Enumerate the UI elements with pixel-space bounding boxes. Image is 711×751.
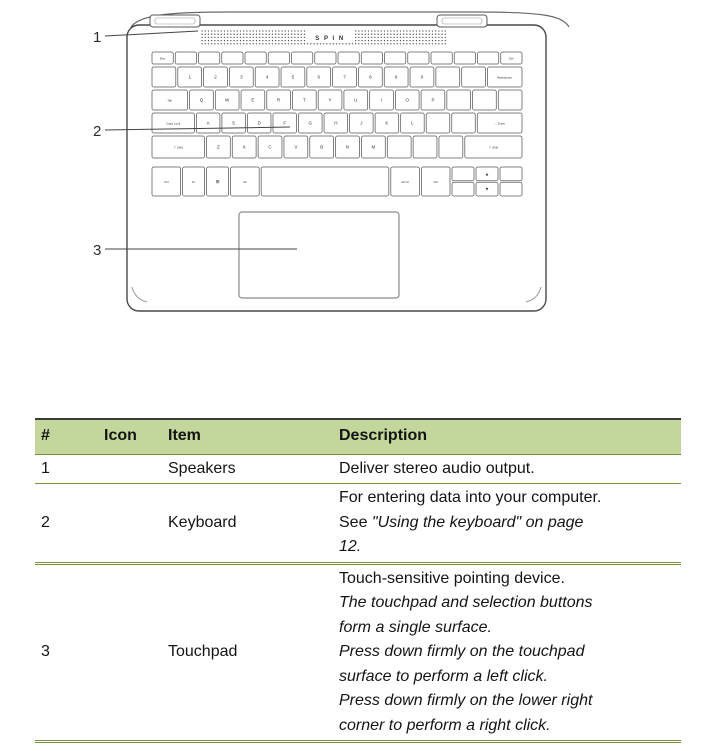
keyboard-key xyxy=(338,52,359,64)
keyboard-key xyxy=(408,52,429,64)
key-label: R xyxy=(276,97,281,103)
key-label: Backspace xyxy=(497,75,513,80)
key-label: Ctrl xyxy=(163,180,169,184)
header-number: # xyxy=(41,427,50,445)
key-label: Alt Gr xyxy=(401,180,409,184)
row-item: Touchpad xyxy=(168,643,238,661)
key-label: Del xyxy=(509,56,514,61)
keyboard-key xyxy=(436,67,460,87)
table-header-row xyxy=(35,420,681,455)
brand-text: S P I N xyxy=(315,36,345,42)
key-label: 6 xyxy=(317,74,320,80)
key-label: V xyxy=(294,144,298,150)
keyboard-key xyxy=(462,67,486,87)
table-body xyxy=(35,455,681,744)
keyboard-key xyxy=(387,136,411,158)
keyboard-key xyxy=(473,90,497,110)
key-label: 1 xyxy=(188,74,191,80)
header-item: Item xyxy=(168,427,201,445)
key-label: S xyxy=(232,120,236,126)
key-label: Fn xyxy=(191,180,196,184)
key-label: U xyxy=(354,97,358,103)
key-label: 7 xyxy=(343,74,346,80)
table-row xyxy=(35,565,681,744)
row-icon xyxy=(100,455,164,484)
key-label: 4 xyxy=(265,74,269,80)
keyboard-key xyxy=(268,52,289,64)
key-label: Q xyxy=(199,97,204,103)
key-label: Caps Lock xyxy=(166,121,181,126)
row-description xyxy=(335,455,681,484)
key-label: F xyxy=(283,120,287,126)
keyboard-key xyxy=(447,90,471,110)
key-label: ⊞ xyxy=(215,179,220,184)
key-label: O xyxy=(405,97,409,103)
key-label: X xyxy=(242,144,246,150)
key-label: E xyxy=(251,97,255,103)
row-number: 3 xyxy=(41,643,50,661)
key-label: N xyxy=(345,144,350,150)
callout-2-label: 2 xyxy=(93,123,102,140)
row-number: 2 xyxy=(41,513,50,531)
description-line: Touch-sensitive pointing device. xyxy=(339,569,565,587)
keyboard-key xyxy=(498,90,522,110)
key-label: L xyxy=(411,120,414,126)
key-label: M xyxy=(371,144,376,150)
keyboard xyxy=(152,52,522,196)
keyboard-key xyxy=(500,167,522,181)
description-line: 12. xyxy=(339,538,362,555)
keyboard-key xyxy=(245,52,266,64)
key-label: 3 xyxy=(240,74,243,80)
keyboard-key xyxy=(413,136,437,158)
keyboard-key xyxy=(315,52,336,64)
key-label: 2 xyxy=(214,74,217,80)
key-label: Alt xyxy=(243,180,247,184)
key-label: Ctrl xyxy=(433,180,439,184)
keyboard-key xyxy=(261,167,389,196)
keyboard-key xyxy=(452,113,476,133)
description-line: surface to perform a left click. xyxy=(339,667,548,685)
keyboard-key xyxy=(431,52,452,64)
keyboard-key xyxy=(152,67,176,87)
description-line: Deliver stereo audio output. xyxy=(339,459,535,477)
key-label: G xyxy=(308,120,313,126)
row-description xyxy=(335,565,681,741)
keyboard-key xyxy=(361,52,382,64)
header-icon: Icon xyxy=(104,427,137,445)
row-description xyxy=(335,484,681,562)
keyboard-key xyxy=(454,52,475,64)
keyboard-key xyxy=(500,182,522,196)
key-label: ← Enter xyxy=(494,121,506,126)
callout-1-label: 1 xyxy=(93,29,102,46)
table-row xyxy=(35,484,681,565)
key-label: C xyxy=(268,144,272,150)
description-line: Press down firmly on the touchpad xyxy=(339,643,585,660)
header-description: Description xyxy=(339,427,428,444)
hinge-right xyxy=(437,15,487,27)
key-label: ▼ xyxy=(484,186,490,192)
key-label: Esc xyxy=(160,56,166,61)
description-line: corner to perform a right click. xyxy=(339,716,551,734)
key-label: 9 xyxy=(394,74,398,80)
keyboard-key xyxy=(452,182,474,196)
touchpad xyxy=(239,212,399,298)
description-line: For entering data into your computer. xyxy=(339,489,602,506)
key-label: T xyxy=(302,97,306,103)
key-label: B xyxy=(320,144,324,150)
keyboard-key xyxy=(222,52,243,64)
key-label: ▲ xyxy=(484,171,490,177)
description-line: form a single surface. xyxy=(339,618,492,636)
key-label: K xyxy=(385,120,389,126)
keyboard-key xyxy=(385,52,406,64)
callout-3-label: 3 xyxy=(93,242,102,259)
keyboard-key xyxy=(426,113,450,133)
hinge-left xyxy=(150,15,200,27)
key-label: W xyxy=(225,97,230,103)
keyboard-key xyxy=(292,52,313,64)
description-line: See "Using the keyboard" on page xyxy=(339,513,584,531)
row-item: Speakers xyxy=(168,459,236,477)
row-number: 1 xyxy=(41,459,50,477)
key-label: 8 xyxy=(369,74,372,80)
row-icon xyxy=(100,565,164,741)
key-label: I xyxy=(380,97,383,103)
key-label: Z xyxy=(216,144,220,150)
key-label: 5 xyxy=(291,74,295,80)
keyboard-key xyxy=(478,52,499,64)
keyboard-key xyxy=(175,52,196,64)
key-label: ⇧ Shift xyxy=(173,145,183,150)
keyboard-key xyxy=(452,167,474,181)
key-label: Tab xyxy=(167,98,173,103)
description-line: Press down firmly on the lower right xyxy=(339,692,593,709)
key-label: P xyxy=(431,97,435,103)
key-label: D xyxy=(257,120,261,126)
key-label: H xyxy=(334,120,338,126)
table-row xyxy=(35,455,681,485)
keyboard-key xyxy=(439,136,463,158)
key-label: 0 xyxy=(420,74,424,80)
row-icon xyxy=(100,484,164,562)
description-line: The touchpad and selection buttons xyxy=(339,594,593,611)
component-table xyxy=(35,418,681,743)
row-item: Keyboard xyxy=(168,513,237,531)
key-label: ⇧ Shift xyxy=(488,145,499,150)
key-label: A xyxy=(206,120,210,126)
key-label: Y xyxy=(328,97,332,103)
keyboard-key xyxy=(199,52,220,64)
key-label: J xyxy=(360,120,363,126)
